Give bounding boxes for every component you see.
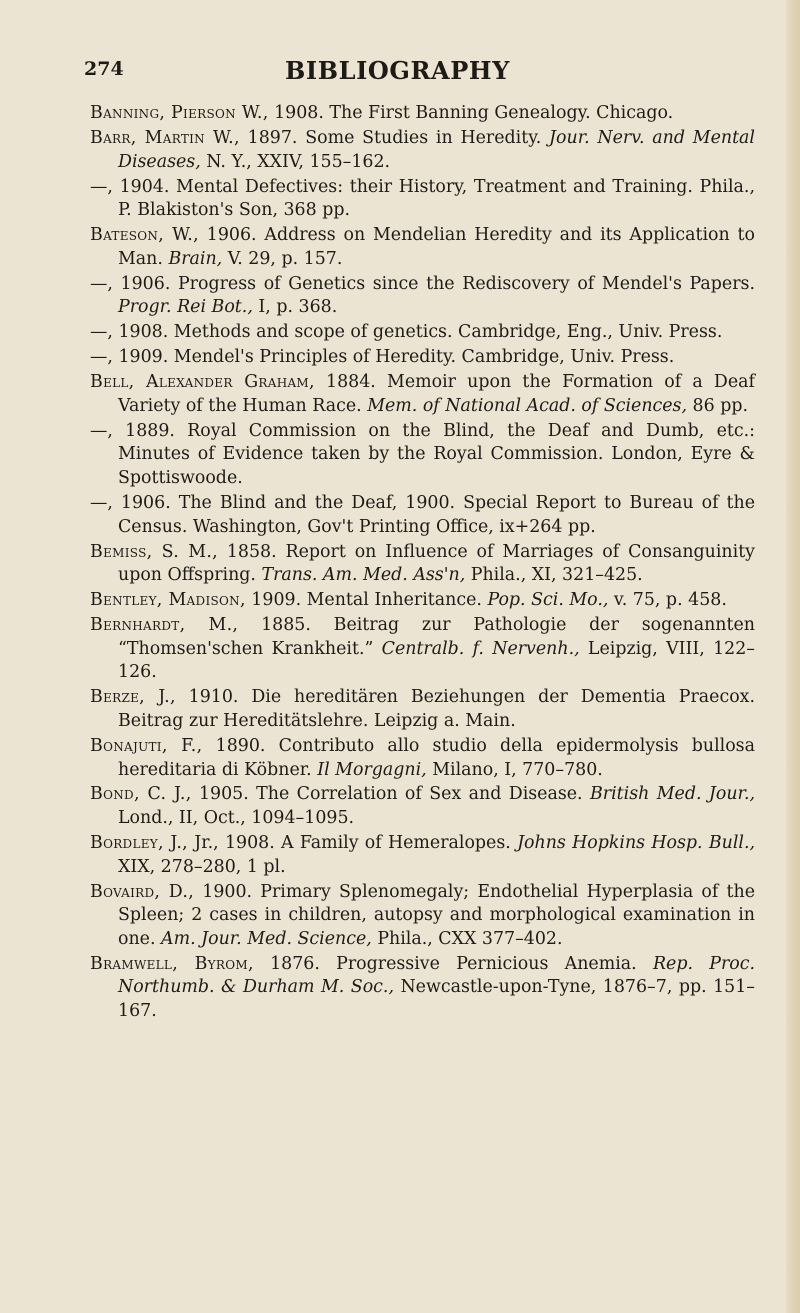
bibliography-entry bbox=[90, 783, 755, 830]
page-number: 274 bbox=[84, 58, 124, 80]
entry-text: Jr., 1908. A Family of Hemeralopes. bbox=[188, 833, 518, 854]
entry-text: —, 1906. The Blind and the Deaf, 1900. Special Report to Bureau of the Census. Washington, Gov't Printing Office, ix+264 pp. bbox=[90, 493, 755, 537]
entry-text: 1858. Report on Influence of Marriages of Consanguinity upon Offspring. bbox=[118, 541, 756, 586]
entry-journal: Trans. Am. Med. Ass'n, bbox=[261, 565, 466, 586]
page-header bbox=[84, 56, 755, 102]
entry-author: Barr, Martin W., bbox=[90, 127, 240, 148]
bibliography-entry bbox=[90, 224, 755, 271]
entry-text: 1909. Mental Inheritance. bbox=[245, 590, 488, 611]
entry-author: Bell, Alexander Graham, bbox=[90, 372, 315, 393]
entry-text: Phila., CXX 377–402. bbox=[371, 928, 563, 949]
entry-journal: Pop. Sci. Mo., bbox=[487, 590, 609, 611]
entry-author: Bateson, W., bbox=[90, 225, 199, 246]
entry-author: Berze, J., bbox=[90, 687, 176, 708]
entry-text: 1897. Some Studies in Heredity. bbox=[239, 127, 550, 148]
entry-text: —, 1908. Methods and scope of genetics. Cambridge, Eng., Univ. Press. bbox=[90, 322, 723, 343]
bibliography-entry bbox=[90, 881, 755, 952]
bibliography-entry bbox=[90, 127, 755, 174]
entry-text: v. 75, p. 458. bbox=[608, 590, 727, 611]
entry-text: 1884. Memoir upon the Formation of a Deaf Variety of the Human Race. bbox=[118, 372, 755, 416]
bibliography-entry bbox=[90, 346, 755, 370]
entry-journal: Centralb. f. Nervenh., bbox=[381, 638, 580, 659]
entry-journal: Johns Hopkins Hosp. Bull., bbox=[517, 833, 755, 854]
entry-author: Banning, Pierson W., bbox=[90, 103, 269, 123]
entry-journal: Am. Jour. Med. Science, bbox=[161, 928, 372, 949]
bibliography-entry bbox=[90, 420, 755, 491]
entry-author: Bernhardt, M., bbox=[90, 615, 239, 636]
entry-text: 1905. The Correlation of Sex and Disease. bbox=[191, 784, 590, 805]
entry-text: —, 1906. Progress of Genetics since the Rediscovery of Mendel's Papers. bbox=[90, 273, 755, 294]
bibliography-entry bbox=[90, 614, 755, 685]
bibliography-entry bbox=[90, 273, 755, 320]
bibliography-entry bbox=[90, 953, 755, 1024]
entry-author: Bond, C. J., bbox=[90, 784, 192, 805]
entry-text: V. 29, p. 157. bbox=[222, 248, 343, 269]
bibliography-entry bbox=[90, 735, 755, 782]
bibliography-list bbox=[90, 102, 755, 1024]
entry-text: 1906. Address on Mendelian Heredity and its Application to Man. bbox=[118, 225, 755, 269]
entry-author: Bovaird, D., bbox=[90, 881, 195, 902]
entry-text: Milano, I, 770–780. bbox=[426, 759, 603, 780]
bibliography-entry bbox=[90, 589, 755, 613]
bibliography-entry bbox=[90, 102, 755, 126]
bibliography-entry bbox=[90, 686, 755, 733]
entry-text: 1910. Die hereditären Beziehungen der Dementia Praecox. Beitrag zur Hereditätslehre. Leipzig a. Main. bbox=[118, 687, 756, 731]
entry-journal: Progr. Rei Bot., bbox=[118, 297, 253, 318]
entry-journal: Il Morgagni, bbox=[317, 759, 427, 780]
entry-text: 1885. Beitrag zur Pathologie der sogenannten “Thomsen'schen Krankheit.” bbox=[118, 615, 755, 659]
entry-journal: British Med. Jour., bbox=[590, 784, 755, 805]
entry-text: 1908. The First Banning Genealogy. Chicago. bbox=[268, 103, 674, 123]
entry-text: Phila., XI, 321–425. bbox=[465, 565, 643, 586]
entry-text: 86 pp. bbox=[687, 395, 748, 416]
running-head: BIBLIOGRAPHY bbox=[285, 56, 510, 85]
entry-text: 1876. Progressive Pernicious Anemia. bbox=[253, 953, 653, 974]
entry-text: 1900. Primary Splenomegaly; Endothelial Hyperplasia of the Spleen; 2 cases in children, autopsy and morphological examination in one. bbox=[118, 881, 756, 949]
bibliography-entry bbox=[90, 371, 755, 418]
bibliography-entry bbox=[90, 176, 755, 223]
book-page bbox=[84, 56, 756, 1025]
entry-journal: Rep. Proc. Northumb. & Durham M. Soc., bbox=[118, 953, 756, 998]
entry-text: Leipzig, VIII, 122–126. bbox=[118, 638, 755, 683]
bibliography-entry bbox=[90, 832, 755, 879]
entry-author: Bordley, J., bbox=[90, 833, 188, 854]
entry-author: Bonajuti, F., bbox=[90, 735, 203, 756]
bibliography-entry bbox=[90, 492, 755, 539]
bibliography-entry bbox=[90, 541, 755, 588]
page-edge-shadow bbox=[786, 0, 800, 1313]
entry-journal: Brain, bbox=[168, 248, 223, 269]
entry-author: Bentley, Madison, bbox=[90, 590, 246, 611]
entry-journal: Mem. of National Acad. of Sciences, bbox=[367, 395, 688, 416]
entry-text: —, 1904. Mental Defectives: their History, Treatment and Training. Phila., P. Blakiston's Son, 368 pp. bbox=[90, 176, 755, 221]
entry-text: —, 1909. Mendel's Principles of Heredity. Cambridge, Univ. Press. bbox=[90, 347, 675, 368]
entry-text: Lond., II, Oct., 1094–1095. bbox=[118, 808, 355, 829]
entry-text: —, 1889. Royal Commission on the Blind, the Deaf and Dumb, etc.: Minutes of Evidence taken by the Royal Commission. London, Eyre & Spottiswoode. bbox=[90, 420, 755, 489]
entry-text: N. Y., XXIV, 155–162. bbox=[200, 151, 391, 172]
entry-text: XIX, 278–280, 1 pl. bbox=[118, 856, 286, 877]
bibliography-entry bbox=[90, 321, 755, 345]
entry-text: 1890. Contributo allo studio della epidermolysis bullosa hereditaria di Köbner. bbox=[118, 735, 755, 780]
entry-text: Newcastle-upon-Tyne, 1876–7, pp. 151–167. bbox=[118, 977, 755, 1021]
entry-text: I, p. 368. bbox=[252, 297, 338, 318]
entry-author: Bemiss, S. M., bbox=[90, 541, 218, 562]
entry-author: Bramwell, Byrom, bbox=[90, 953, 254, 974]
entry-journal: Jour. Nerv. and Mental Diseases, bbox=[118, 127, 755, 172]
